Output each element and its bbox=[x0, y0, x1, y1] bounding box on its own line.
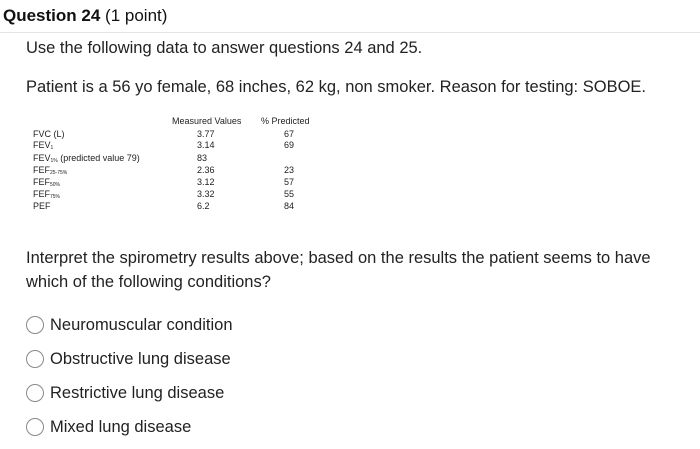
question-title bbox=[3, 6, 167, 26]
predicted-value: 23 bbox=[284, 165, 295, 175]
question-number: Question 24 bbox=[3, 6, 101, 25]
answer-option-restrictive[interactable] bbox=[26, 382, 224, 404]
row-label: $FEF_{25-75\%}$ bbox=[33, 165, 68, 176]
measured-values-header: Measured Values bbox=[172, 116, 242, 126]
answer-option-neuromuscular[interactable] bbox=[26, 314, 233, 336]
table-row bbox=[33, 153, 333, 164]
question-points: (1 point) bbox=[105, 6, 168, 25]
predicted-value: 69 bbox=[284, 140, 295, 150]
option-label: Mixed lung disease bbox=[50, 417, 192, 436]
answer-option-obstructive[interactable] bbox=[26, 348, 231, 370]
radio-button[interactable] bbox=[26, 418, 44, 436]
measured-value: 3.12 bbox=[197, 177, 215, 187]
question-prompt: Interpret the spirometry results above; based on the results the patient seems to have which of the following conditions? bbox=[26, 249, 651, 291]
percent-predicted-header: % Predicted bbox=[261, 116, 310, 126]
measured-value: 2.36 bbox=[197, 165, 215, 175]
row-label: $FEV_{1\%}$ (predicted value 79) bbox=[33, 153, 140, 164]
spirometry-table bbox=[33, 116, 333, 228]
measured-value: 3.77 bbox=[197, 129, 215, 139]
table-row bbox=[33, 129, 333, 140]
predicted-value: 67 bbox=[284, 129, 295, 139]
answer-option-mixed[interactable] bbox=[26, 416, 191, 438]
table-row bbox=[33, 177, 333, 188]
radio-button[interactable] bbox=[26, 316, 44, 334]
option-label: Obstructive lung disease bbox=[50, 349, 231, 368]
measured-value: 3.14 bbox=[197, 140, 215, 150]
option-label: Restrictive lung disease bbox=[50, 383, 225, 402]
measured-value: 3.32 bbox=[197, 189, 215, 199]
radio-button[interactable] bbox=[26, 384, 44, 402]
predicted-value: 84 bbox=[284, 201, 295, 211]
option-label: Neuromuscular condition bbox=[50, 315, 233, 334]
question-header bbox=[0, 0, 700, 33]
predicted-value: 55 bbox=[284, 189, 295, 199]
row-label: $FEV_1$ bbox=[33, 140, 54, 151]
patient-description: Patient is a 56 yo female, 68 inches, 62 kg, non smoker. Reason for testing: SOBOE. bbox=[26, 78, 646, 96]
table-row bbox=[33, 189, 333, 200]
table-row bbox=[33, 140, 333, 151]
measured-value: 83 bbox=[197, 153, 208, 163]
row-label: PEF bbox=[33, 201, 51, 211]
row-label: $FEF_{75\%}$ bbox=[33, 189, 61, 200]
radio-button[interactable] bbox=[26, 350, 44, 368]
table-row bbox=[33, 201, 333, 212]
row-label: FVC (L) bbox=[33, 129, 65, 139]
table-row bbox=[33, 165, 333, 176]
question-intro: Use the following data to answer questions 24 and 25. bbox=[26, 39, 423, 57]
measured-value: 6.2 bbox=[197, 201, 210, 211]
row-label: $FEF_{50\%}$ bbox=[33, 177, 61, 188]
predicted-value: 57 bbox=[284, 177, 295, 187]
